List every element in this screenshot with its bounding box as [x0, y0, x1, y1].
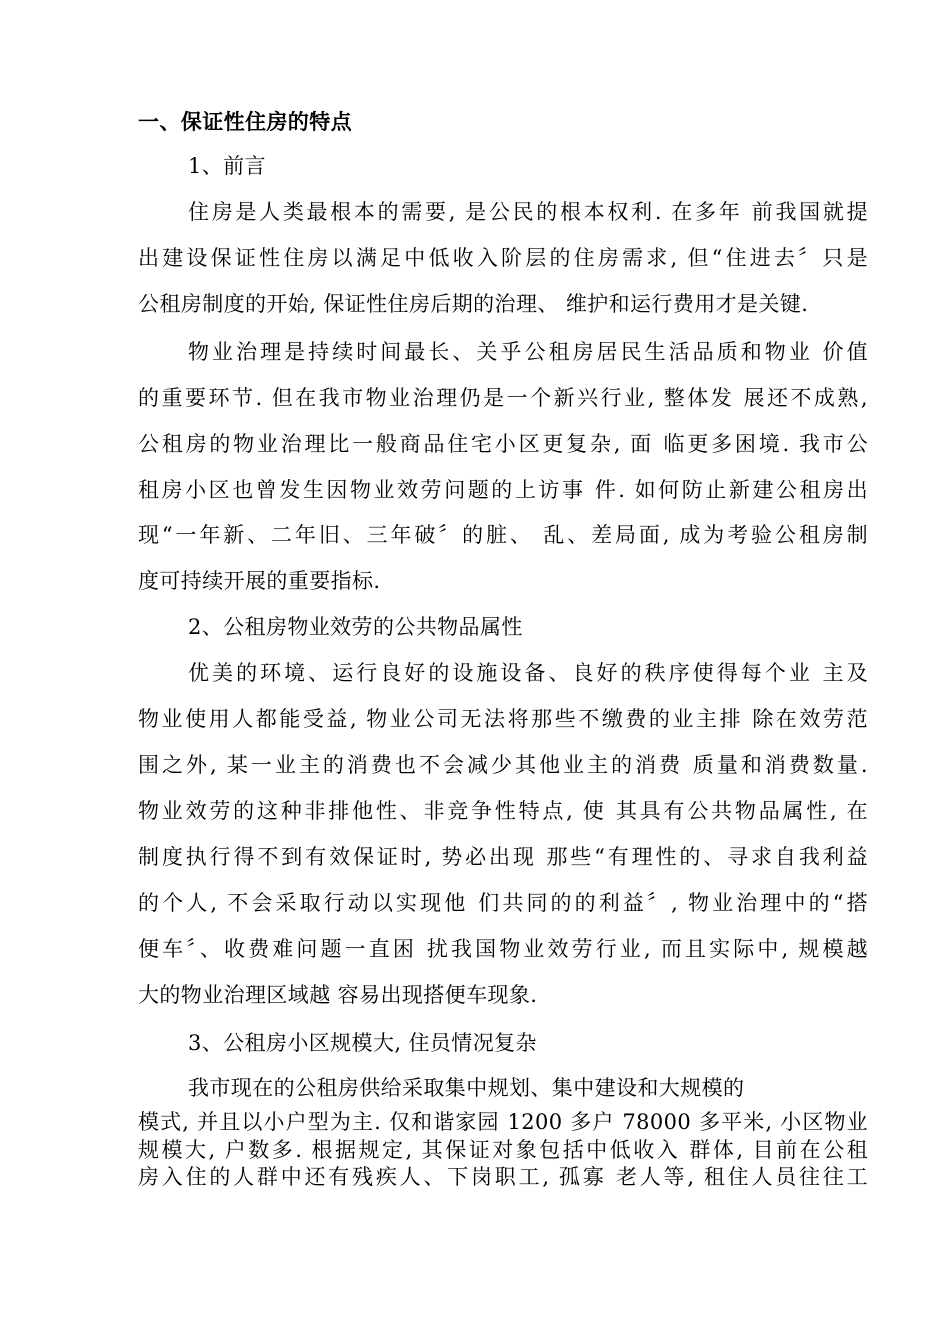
paragraph-line: 我市现在的公租房供给采取集中规划、集中建设和大规模的	[188, 1076, 745, 1100]
paragraph-line: 房入住的人群中还有残疾人、下岗职工, 孤寡 老人等, 租住人员往往工	[138, 1165, 868, 1189]
paragraph-line: 住房是人类最根本的需要, 是公民的根本权利. 在多年 前我国就提	[188, 200, 868, 224]
paragraph-line: 规模大, 户数多. 根据规定, 其保证对象包括中低收入 群体, 目前在公租	[138, 1138, 868, 1162]
section-title: 2、公租房物业效劳的公共物品属性	[188, 615, 523, 639]
paragraph-line: 公租房的物业治理比一般商品住宅小区更复杂, 面 临更多困境. 我市公	[138, 432, 868, 456]
paragraph-line: 物业使用人都能受益, 物业公司无法将那些不缴费的业主排 除在效劳范	[138, 707, 868, 731]
paragraph-line: 物业效劳的这种非排他性、非竞争性特点, 使 其具有公共物品属性, 在	[138, 799, 868, 823]
section-title: 1、前言	[188, 154, 266, 178]
paragraph-line: 现“一年新、二年旧、三年破〞的脏、 乱、差局面, 成为考验公租房制	[138, 523, 868, 547]
paragraph-line: 度可持续开展的重要指标.	[138, 569, 381, 593]
section-title: 3、公租房小区规模大, 住员情况复杂	[188, 1031, 537, 1055]
paragraph-line: 优美的环境、运行良好的设施设备、良好的秩序使得每个业 主及	[188, 661, 868, 685]
paragraph-line: 出建设保证性住房以满足中低收入阶层的住房需求, 但“住进去〞只是	[138, 246, 868, 270]
paragraph-line: 公租房制度的开始, 保证性住房后期的治理、 维护和运行费用才是关键.	[138, 292, 809, 316]
document-heading: 一、保证性住房的特点	[138, 109, 352, 134]
paragraph-line: 物业治理是持续时间最长、关乎公租房居民生活品质和物业 价值	[188, 340, 868, 364]
paragraph-line: 围之外, 某一业主的消费也不会减少其他业主的消费 质量和消费数量.	[138, 753, 868, 777]
paragraph-line: 便车〞、收费难问题一直困 扰我国物业效劳行业, 而且实际中, 规模越	[138, 937, 868, 961]
paragraph-line: 制度执行得不到有效保证时, 势必出现 那些“有理性的、寻求自我利益	[138, 845, 868, 869]
paragraph-line: 模式, 并且以小户型为主. 仅和谐家园 1200 多户 78000 多平米, 小区物业	[138, 1110, 868, 1134]
paragraph-line: 的重要环节. 但在我市物业治理仍是一个新兴行业, 整体发 展还不成熟,	[138, 386, 868, 410]
paragraph-line: 租房小区也曾发生因物业效劳问题的上访事 件. 如何防止新建公租房出	[138, 478, 868, 502]
paragraph-line: 大的物业治理区域越 容易出现搭便车现象.	[138, 983, 538, 1007]
paragraph-line: 的个人, 不会采取行动以实现他 们共同的的利益〞, 物业治理中的“搭	[138, 891, 868, 915]
